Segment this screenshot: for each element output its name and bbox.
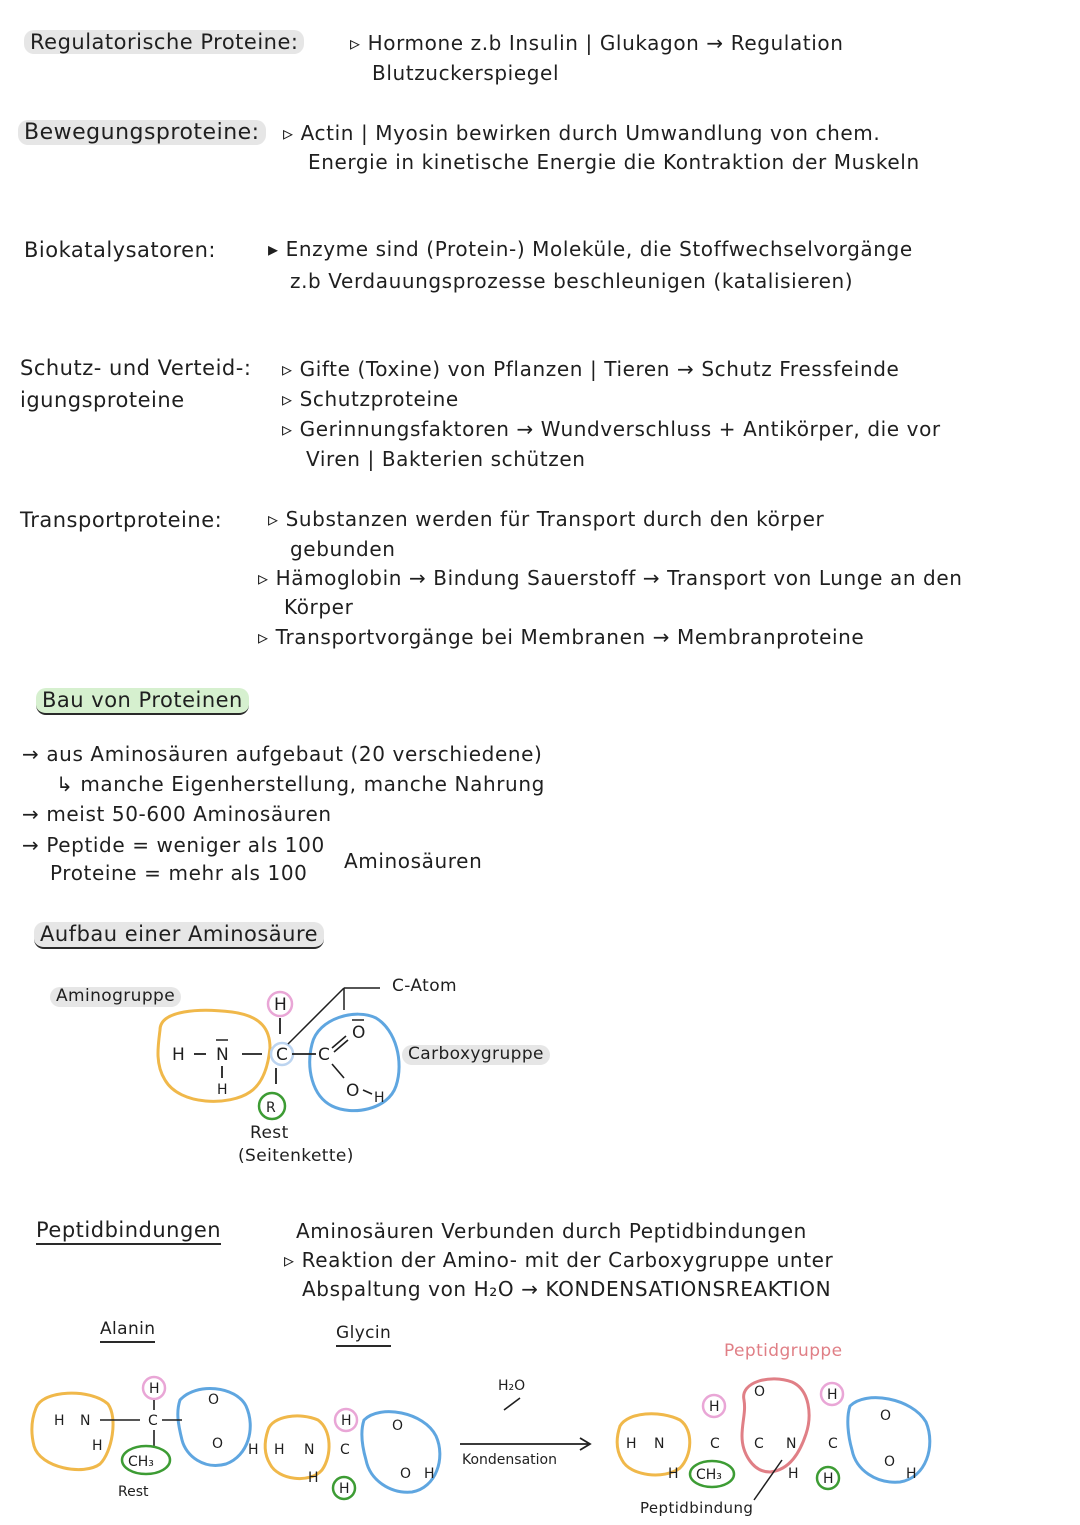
alanin-amino-outline <box>32 1393 113 1469</box>
regulatorische-line-2: Blutzuckerspiegel <box>372 61 560 85</box>
transport-line-3: ▹ Hämoglobin → Bindung Sauerstoff → Transport von Lunge an den <box>258 566 963 590</box>
bau-line-aminosaeuren: Aminosäuren <box>344 849 483 873</box>
bewegung-line-1: ▹ Actin | Myosin bewirken durch Umwandlung von chem. <box>283 121 881 145</box>
alanin-c: C <box>148 1413 158 1429</box>
dipeptide-c-1: C <box>710 1436 720 1452</box>
dipeptide-ch3: CH₃ <box>696 1467 722 1483</box>
schutz-line-3: ▹ Gerinnungsfaktoren → Wundverschluss + Antikörper, die vor <box>282 417 941 441</box>
heading-bau-von-proteinen: Bau von Proteinen <box>36 688 249 715</box>
label-carboxygruppe: Carboxygruppe <box>402 1045 550 1065</box>
label-c-atom: C-Atom <box>392 976 457 996</box>
peptid-line-1: Aminosäuren Verbunden durch Peptidbindungen <box>296 1219 807 1243</box>
carboxy-c-atom: C <box>318 1045 330 1065</box>
alanin-h-top: H <box>149 1381 160 1397</box>
schutz-line-2: ▹ Schutzproteine <box>282 387 459 411</box>
n-atom: N <box>216 1045 229 1065</box>
peptid-line-3: Abspaltung von H₂O → KONDENSATIONSREAKTION <box>302 1277 832 1301</box>
section-label-schutz-1: Schutz- und Verteid-: <box>20 356 252 380</box>
schutz-line-4: Viren | Bakterien schützen <box>306 447 586 471</box>
dipeptide-h-2: H <box>668 1466 679 1482</box>
label-peptidbindung: Peptidbindung <box>640 1499 754 1517</box>
dipeptide-c-peptide: C <box>754 1436 764 1452</box>
label-glycin: Glycin <box>336 1324 391 1347</box>
transport-line-2: gebunden <box>290 537 396 561</box>
peptide-bond-diagram <box>0 1360 1080 1525</box>
section-label-biokatalysatoren: Biokatalysatoren: <box>24 238 216 262</box>
transport-line-4: Körper <box>284 595 354 619</box>
label-peptidgruppe: Peptidgruppe <box>724 1341 843 1361</box>
bau-line-2: ↳ manche Eigenherstellung, manche Nahrung <box>56 772 545 796</box>
dipeptide-o-peptide: O <box>754 1384 766 1400</box>
label-rest: Rest <box>250 1123 289 1143</box>
alanin-ch3: CH₃ <box>128 1454 154 1470</box>
bewegung-line-2: Energie in kinetische Energie die Kontraktion der Muskeln <box>308 150 920 174</box>
peptid-line-2: ▹ Reaktion der Amino- mit der Carboxygruppe unter <box>284 1248 834 1272</box>
bau-line-4: → Peptide = weniger als 100 <box>22 833 325 857</box>
label-seitenkette: (Seitenkette) <box>238 1146 354 1166</box>
label-kondensation: Kondensation <box>462 1452 557 1468</box>
label-alanin: Alanin <box>100 1320 155 1343</box>
glycin-h-rest: H <box>339 1481 350 1497</box>
alanin-o-2: O <box>212 1436 224 1452</box>
glycin-o-1: O <box>392 1418 404 1434</box>
biokatalysatoren-line-1: ▸ Enzyme sind (Protein-) Moleküle, die Stoffwechselvorgänge <box>268 237 913 261</box>
dipeptide-h-top-1: H <box>709 1399 720 1415</box>
peptide-group-outline <box>742 1379 809 1472</box>
alanin-h-2: H <box>92 1438 103 1454</box>
dipeptide-n-1: N <box>654 1436 665 1452</box>
dipeptide-h-1: H <box>626 1436 637 1452</box>
alanin-h-1: H <box>54 1413 65 1429</box>
transport-line-1: ▹ Substanzen werden für Transport durch den körper <box>268 507 825 531</box>
heading-aufbau-aminosaeure: Aufbau einer Aminosäure <box>34 922 324 949</box>
alanin-n: N <box>80 1413 91 1429</box>
label-h2o: H₂O <box>498 1378 526 1394</box>
dipeptide-h-top-2: H <box>827 1387 838 1403</box>
h-atom-carboxy: H <box>374 1090 385 1106</box>
glycin-h-top: H <box>341 1413 352 1429</box>
section-label-transport: Transportproteine: <box>20 508 223 532</box>
glycin-h-oh: H <box>424 1466 435 1482</box>
h-atom-amino: H <box>172 1045 185 1065</box>
label-aminogruppe: Aminogruppe <box>50 987 181 1007</box>
section-label-regulatorische: Regulatorische Proteine: <box>24 30 304 54</box>
dipeptide-n-peptide: N <box>786 1436 797 1452</box>
o-atom-double: O <box>352 1023 366 1043</box>
h-atom-top: H <box>274 995 287 1015</box>
dipeptide-h-peptide: H <box>788 1466 799 1482</box>
section-label-schutz-2: igungsproteine <box>20 388 185 412</box>
dipeptide-o-1: O <box>880 1408 892 1424</box>
dipeptide-h-rest-2: H <box>823 1471 834 1487</box>
glycin-n: N <box>304 1442 315 1458</box>
dipeptide-c-2: C <box>828 1436 838 1452</box>
o-atom-single: O <box>346 1081 360 1101</box>
c-atom-center: C <box>276 1045 288 1065</box>
glycin-h-1: H <box>274 1442 285 1458</box>
section-label-bewegung: Bewegungsproteine: <box>18 120 266 145</box>
alanin-rest: Rest <box>118 1484 149 1500</box>
glycin-o-2: O <box>400 1466 412 1482</box>
schutz-line-1: ▹ Gifte (Toxine) von Pflanzen | Tieren → Schutz Fressfeinde <box>282 357 900 381</box>
glycin-h-2: H <box>308 1470 319 1486</box>
transport-line-5: ▹ Transportvorgänge bei Membranen → Membranproteine <box>258 625 865 649</box>
dipeptide-o-2: O <box>884 1454 896 1470</box>
h-atom-amino-bottom: H <box>217 1082 228 1098</box>
glycin-c: C <box>340 1442 350 1458</box>
bau-line-3: → meist 50-600 Aminosäuren <box>22 802 332 826</box>
bau-line-1: → aus Aminosäuren aufgebaut (20 verschiedene) <box>22 742 543 766</box>
heading-peptidbindungen: Peptidbindungen <box>36 1218 221 1245</box>
alanin-o-1: O <box>208 1392 220 1408</box>
r-atom: R <box>266 1100 276 1116</box>
dipeptide-h-oh: H <box>906 1466 917 1482</box>
biokatalysatoren-line-2: z.b Verdauungsprozesse beschleunigen (katalisieren) <box>290 269 854 293</box>
regulatorische-line-1: ▹ Hormone z.b Insulin | Glukagon → Regulation <box>350 31 844 55</box>
bau-line-5: Proteine = mehr als 100 <box>50 861 308 885</box>
alanin-h-oh: H <box>248 1442 259 1458</box>
